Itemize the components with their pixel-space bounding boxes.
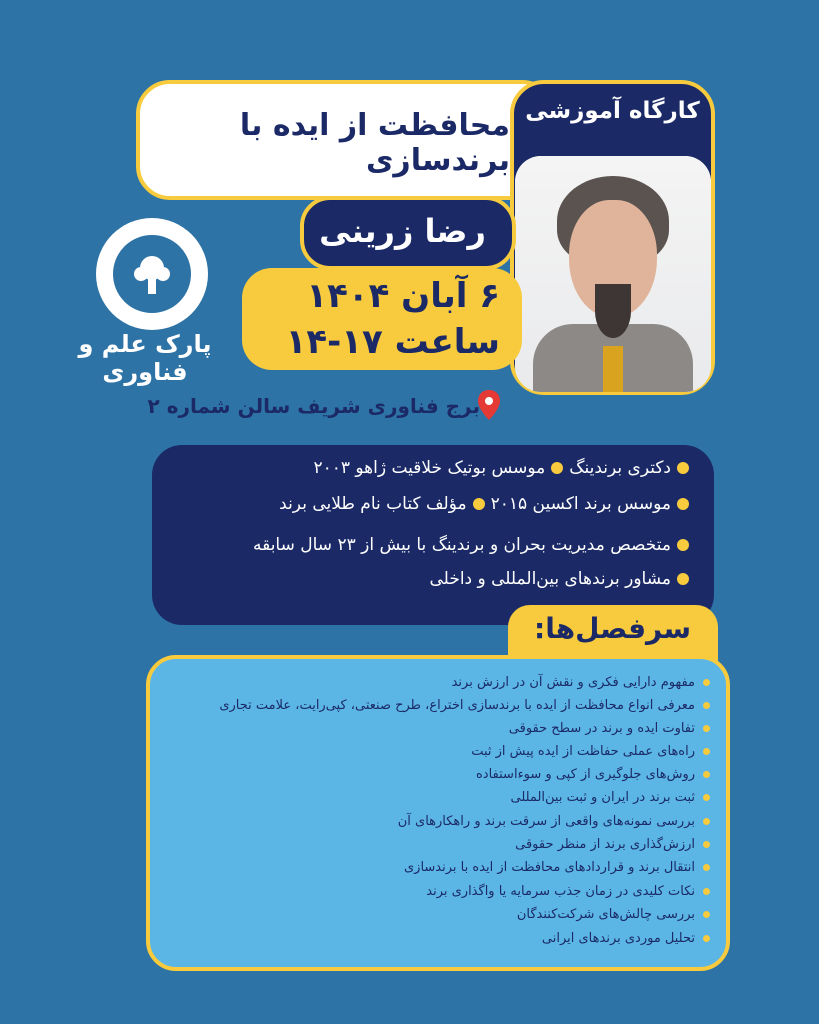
bullet-icon [703,794,710,801]
bio-item: موسس بوتیک خلاقیت ژاهو ۲۰۰۳ [313,458,546,478]
location: برج فناوری شریف سالن شماره ۲ [147,394,480,418]
workshop-label: کارگاه آموزشی [525,98,700,124]
speaker-beard [595,284,631,338]
bio-item: متخصص مدیریت بحران و برندینگ با بیش از ۲۳ سال سابقه [252,535,671,555]
bullet-icon [703,725,710,732]
location-pin-icon [478,390,500,420]
list-item: ثبت برند در ایران و ثبت بین‌المللی [170,790,710,805]
bio-item: مشاور برندهای بین‌المللی و داخلی [429,569,671,589]
bullet-icon [677,539,689,551]
list-item: تفاوت ایده و برند در سطح حقوقی [170,721,710,736]
bio-line-2 [160,494,695,514]
bullet-icon [703,935,710,942]
list-item: بررسی چالش‌های شرکت‌کنندگان [170,907,710,922]
bullet-icon [677,462,689,474]
speaker-tie [603,346,623,392]
speaker-name: رضا زرینی [319,212,486,250]
bio-line-3 [160,535,695,555]
event-date: ۶ آبان ۱۴۰۴ [306,276,500,316]
event-time: ساعت ۱۷-۱۴ [285,322,500,362]
bio-item: دکتری برندینگ [569,458,671,478]
list-item: مفهوم دارایی فکری و نقش آن در ارزش برند [170,675,710,690]
bullet-icon [677,573,689,585]
bullet-icon [551,462,563,474]
bullet-icon [703,748,710,755]
list-item: راه‌های عملی حفاظت از ایده پیش از ثبت [170,744,710,759]
list-item: معرفی انواع محافظت از ایده با برندسازی اختراع، طرح صنعتی، کپی‌رایت، علامت تجاری [170,698,710,713]
list-item: روش‌های جلوگیری از کپی و سوءاستفاده [170,767,710,782]
speaker-photo [515,156,711,392]
bullet-icon [703,702,710,709]
bullet-icon [703,818,710,825]
bio-line-1 [160,458,695,478]
list-item: ارزش‌گذاری برند از منظر حقوقی [170,837,710,852]
list-item: تحلیل موردی برندهای ایرانی [170,931,710,946]
bullet-icon [703,911,710,918]
bullet-icon [677,498,689,510]
event-title: محافظت از ایده با برندسازی [239,108,510,178]
topics-heading: سرفصل‌ها: [534,612,691,645]
bio-item: موسس برند اکسین ۲۰۱۵ [490,494,671,514]
bio-line-4 [160,569,695,589]
bullet-icon [703,841,710,848]
list-item: بررسی نمونه‌های واقعی از سرقت برند و راهکارهای آن [170,814,710,829]
bullet-icon [703,864,710,871]
bullet-icon [703,888,710,895]
science-park-logo-text: پارک علم و فناوری [78,330,212,386]
bullet-icon [473,498,485,510]
list-item: نکات کلیدی در زمان جذب سرمایه یا واگذاری برند [170,884,710,899]
list-item: انتقال برند و قراردادهای محافظت از ایده با برندسازی [170,860,710,875]
bullet-icon [703,771,710,778]
tree-icon [128,250,176,298]
bio-item: مؤلف کتاب نام طلایی برند [279,494,467,514]
bullet-icon [703,679,710,686]
